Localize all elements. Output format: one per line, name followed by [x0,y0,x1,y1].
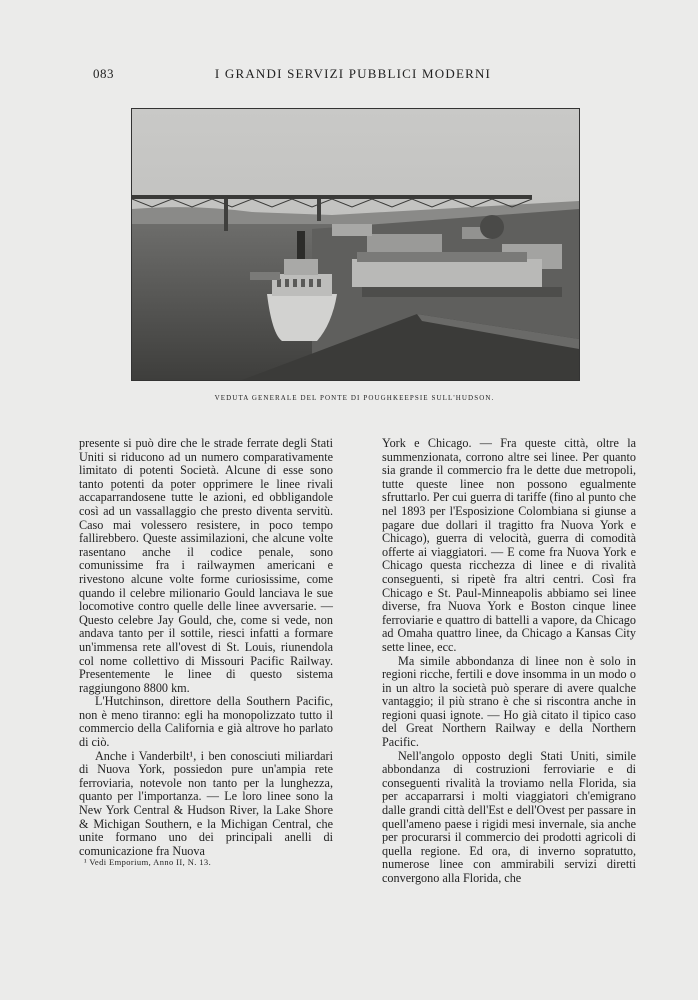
running-title: I GRANDI SERVIZI PUBBLICI MODERNI [214,66,492,81]
figure-caption: VEDUTA GENERALE DEL PONTE DI POUGHKEEPSIE SULL'HUDSON. [214,394,495,402]
bridge-photograph [131,108,580,381]
footnote: ¹ Vedi Emporium, Anno II, N. 13. [84,857,212,867]
page-header [93,66,583,84]
text-column-right [382,437,636,886]
paragraph: Ma simile abbondanza di linee non è solo in regioni ricche, fertili e dove insomma in un modo o in un altro la società può sperare di avere qualche vantaggio; il più strano è che si riscontra anche in regioni quasi ignote. — Ho già citato il tipico caso del Great Northern Railway e della Northern Pacific. [382,653,636,750]
text-column-left [79,437,333,858]
paragraph: York e Chicago. — Fra queste città, oltre la summenzionata, corrono altre sei linee. Per quanto sia grande il commercio fra le dette due metropoli, tutte queste linee non possono egualmente sfruttarlo. Per cui guerra di tariffe (fino al punto che nel 1893 per l'Esposizione Colombiana si giunse a pagare due dollari il tragitto fra Nuova York e Chicago), guerra di velocità, guerra di comodità offerte ai viaggiatori. — E come fra Nuova York e Chicago questa ricchezza di linee e di rivalità conseguenti, si ripetè fra altri centri. Così fra Chicago e St. Paul-Minneapolis abbiamo sei linee diverse, fra Nuova York e Boston cinque linee ferroviarie e quattro di battelli a vapore, da Chicago ad Omaha quattro linee, da Chicago a Kansas City sette linee, ecc. [382,436,636,654]
paragraph: presente si può dire che le strade ferrate degli Stati Uniti si riducono ad un numero comparativamente limitato di potenti Società. Alcune di esse sono tanto potenti da poter opprimere le linee rivali accaparrandosene tutte le azioni, ed obbligandole così ad un vassallaggio che presto diventa servitù. Caso mai volessero resistere, in poco tempo fallirebbero. Queste assimilazioni, che alcune volte rasentano anche il codice penale, sono comunissime fra i railwaymen americani e rivestono alcune volte forme curiosissime, come quando il celebre milionario Gould lanciava le sue locomotive contro quelle delle linee avversarie. — Questo celebre Jay Gould, che, come si vede, non andava tanto per il sottile, riesci infatti a formare un'immensa rete all'ovest di St. Louis, riunendola col nome collettivo di Missouri Pacific Railway. Presentemente le linee di questo sistema raggiungono 8800 km. [79,436,333,695]
paragraph: L'Hutchinson, direttore della Southern Pacific, non è meno tiranno: egli ha monopolizzato tutto il commercio della California e già altrove ho parlato di ciò. [79,694,333,750]
poughkeepsie-bridge-illustration [132,109,579,380]
paragraph: Anche i Vanderbilt¹, i ben conosciuti miliardari di Nuova York, possiedon pure un'ampia rete ferroviaria, notevole non tanto per la lunghezza, quanto per l'importanza. — Le loro linee sono la New York Central & Hudson River, la Lake Shore & Michigan Southern, e la Michigan Central, che unite formano uno dei principali anelli di comunicazione fra Nuova [79,748,333,858]
page-number: 083 [93,66,114,81]
paragraph: Nell'angolo opposto degli Stati Uniti, simile abbondanza di costruzioni ferroviarie e di conseguenti rivalità la troviamo nella Florida, sia per accaparrarsi i molti viaggiatori ch'emigrano dalle grandi città dell'Est e dell'Ovest per passare in quell'ameno paese i rigidi mesi invernale, sia anche per procurarsi il commercio dei prodotti agricoli di quella regione. Ed ora, di inverno sopratutto, numerose linee con ammirabili servizi diretti convergono alla Florida, che [382,748,636,885]
